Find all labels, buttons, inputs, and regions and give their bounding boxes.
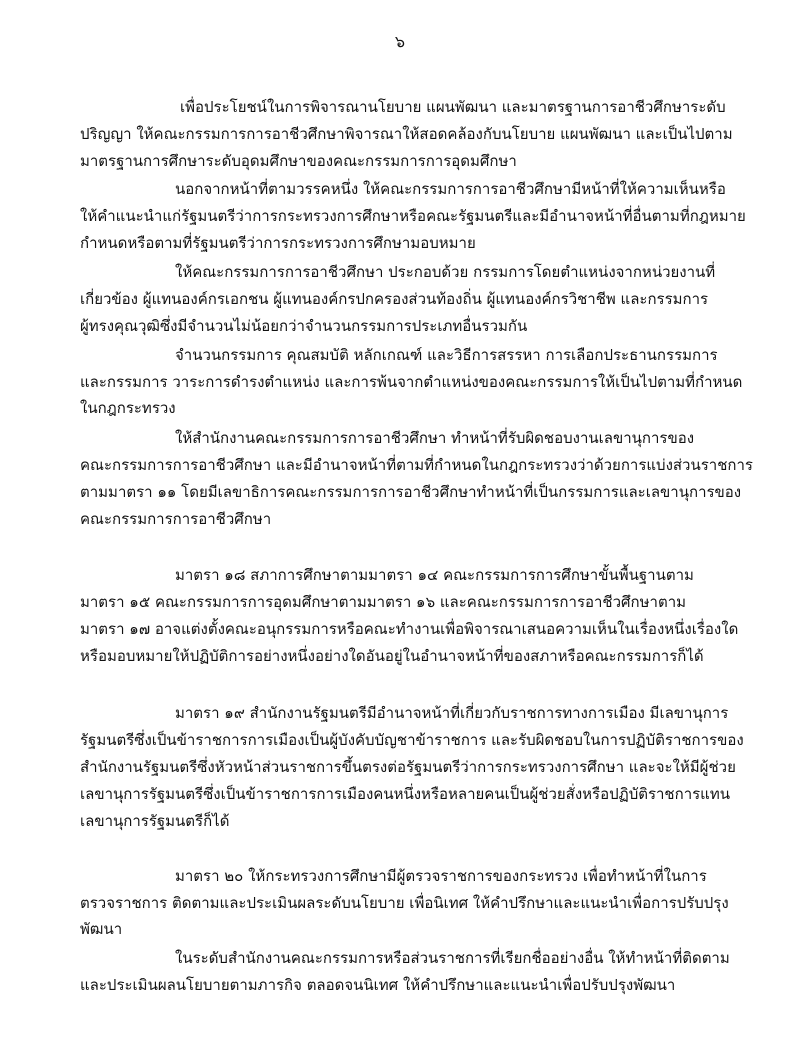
text-line: มาตรา ๑๘ สภาการศึกษาตามมาตรา ๑๔ คณะกรรมการการศึกษาขั้นพื้นฐานตาม <box>175 566 694 584</box>
text-line: มาตรฐานการศึกษาระดับอุดมศึกษาของคณะกรรมการการอุดมศึกษา <box>80 152 517 170</box>
text-line: ในระดับสำนักงานคณะกรรมการหรือส่วนราชการที่เรียกชื่ออย่างอื่น ให้ทำหน้าที่ติดตาม <box>175 949 730 967</box>
text-line: พัฒนา <box>80 920 123 938</box>
text-line: ตรวจราชการ ติดตามและประเมินผลระดับนโยบาย เพื่อนิเทศ ให้คำปรึกษาและแนะนำเพื่อการปรับปรุง <box>80 894 729 912</box>
text-line: ให้คณะกรรมการการอาชีวศึกษา ประกอบด้วย กรรมการโดยตำแหน่งจากหน่วยงานที่ <box>175 263 716 281</box>
text-line: ปริญญา ให้คณะกรรมการการอาชีวศึกษาพิจารณาให้สอดคล้องกับนโยบาย แผนพัฒนา และเป็นไปตาม <box>80 125 733 143</box>
text-line: รัฐมนตรีซึ่งเป็นข้าราชการการเมืองเป็นผู้บังคับบัญชาข้าราชการ และรับผิดชอบในการปฏิบัติราชการของ <box>80 731 744 749</box>
text-line: ตามมาตรา ๑๑ โดยมีเลขาธิการคณะกรรมการการอาชีวศึกษาทำหน้าที่เป็นกรรมการและเลขานุการของ <box>80 483 742 501</box>
text-line: มาตรา ๒๐ ให้กระทรวงการศึกษามีผู้ตรวจราชการของกระทรวง เพื่อทำหน้าที่ในการ <box>175 867 707 885</box>
text-line: มาตรา ๑๗ อาจแต่งตั้งคณะอนุกรรมการหรือคณะทำงานเพื่อพิจารณาเสนอความเห็นในเรื่องหนึ่งเรื่องใด <box>80 620 739 638</box>
page-number: ๖ <box>394 32 406 51</box>
text-line: กำหนดหรือตามที่รัฐมนตรีว่าการกระทรวงการศึกษามอบหมาย <box>80 234 476 252</box>
text-line: คณะกรรมการการอาชีวศึกษา <box>80 510 272 528</box>
text-line: มาตรา ๑๕ คณะกรรมการการอุดมศึกษาตามมาตรา ๑๖ และคณะกรรมการการอาชีวศึกษาตาม <box>80 593 686 611</box>
text-line: ให้สำนักงานคณะกรรมการการอาชีวศึกษา ทำหน้าที่รับผิดชอบงานเลขานุการของ <box>175 429 695 447</box>
text-line: ในกฎกระทรวง <box>80 399 176 417</box>
text-line: เลขานุการรัฐมนตรีซึ่งเป็นข้าราชการการเมืองคนหนึ่งหรือหลายคนเป็นผู้ช่วยสั่งหรือปฏิบัติราชการแทน <box>80 785 730 803</box>
text-line: เกี่ยวข้อง ผู้แทนองค์กรเอกชน ผู้แทนองค์กรปกครองส่วนท้องถิ่น ผู้แทนองค์กรวิชาชีพ และกรรมการ <box>80 290 709 308</box>
text-line: ผู้ทรงคุณวุฒิซึ่งมีจำนวนไม่น้อยกว่าจำนวนกรรมการประเภทอื่นรวมกัน <box>80 317 528 335</box>
text-line: นอกจากหน้าที่ตามวรรคหนึ่ง ให้คณะกรรมการการอาชีวศึกษามีหน้าที่ให้ความเห็นหรือ <box>175 180 726 198</box>
text-line: สำนักงานรัฐมนตรีซึ่งหัวหน้าส่วนราชการขึ้นตรงต่อรัฐมนตรีว่าการกระทรวงการศึกษา และจะให้มีผู้ช่วย <box>80 758 736 776</box>
text-line: เลขานุการรัฐมนตรีก็ได้ <box>80 812 230 830</box>
text-line: ให้คำแนะนำแก่รัฐมนตรีว่าการกระทรวงการศึกษาหรือคณะรัฐมนตรีและมีอำนาจหน้าที่อื่นตามที่กฎหมาย <box>80 207 746 225</box>
text-line: และกรรมการ วาระการดำรงตำแหน่ง และการพ้นจากตำแหน่งของคณะกรรมการให้เป็นไปตามที่กำหนด <box>80 373 743 391</box>
text-line: เพื่อประโยชน์ในการพิจารณานโยบาย แผนพัฒนา และมาตรฐานการอาชีวศึกษาระดับ <box>180 98 726 116</box>
text-line: มาตรา ๑๙ สำนักงานรัฐมนตรีมีอำนาจหน้าที่เกี่ยวกับราชการทางการเมือง มีเลขานุการ <box>175 704 729 722</box>
text-line: และประเมินผลนโยบายตามภารกิจ ตลอดจนนิเทศ ให้คำปรึกษาและแนะนำเพื่อปรับปรุงพัฒนา <box>80 976 676 994</box>
text-line: คณะกรรมการการอาชีวศึกษา และมีอำนาจหน้าที่ตามที่กำหนดในกฎกระทรวงว่าด้วยการแบ่งส่วนราชการ <box>80 456 753 474</box>
text-line: จำนวนกรรมการ คุณสมบัติ หลักเกณฑ์ และวิธีการสรรหา การเลือกประธานกรรมการ <box>175 346 718 364</box>
text-line: หรือมอบหมายให้ปฏิบัติการอย่างหนึ่งอย่างใดอันอยู่ในอำนาจหน้าที่ของสภาหรือคณะกรรมการก็ได้ <box>80 647 704 665</box>
